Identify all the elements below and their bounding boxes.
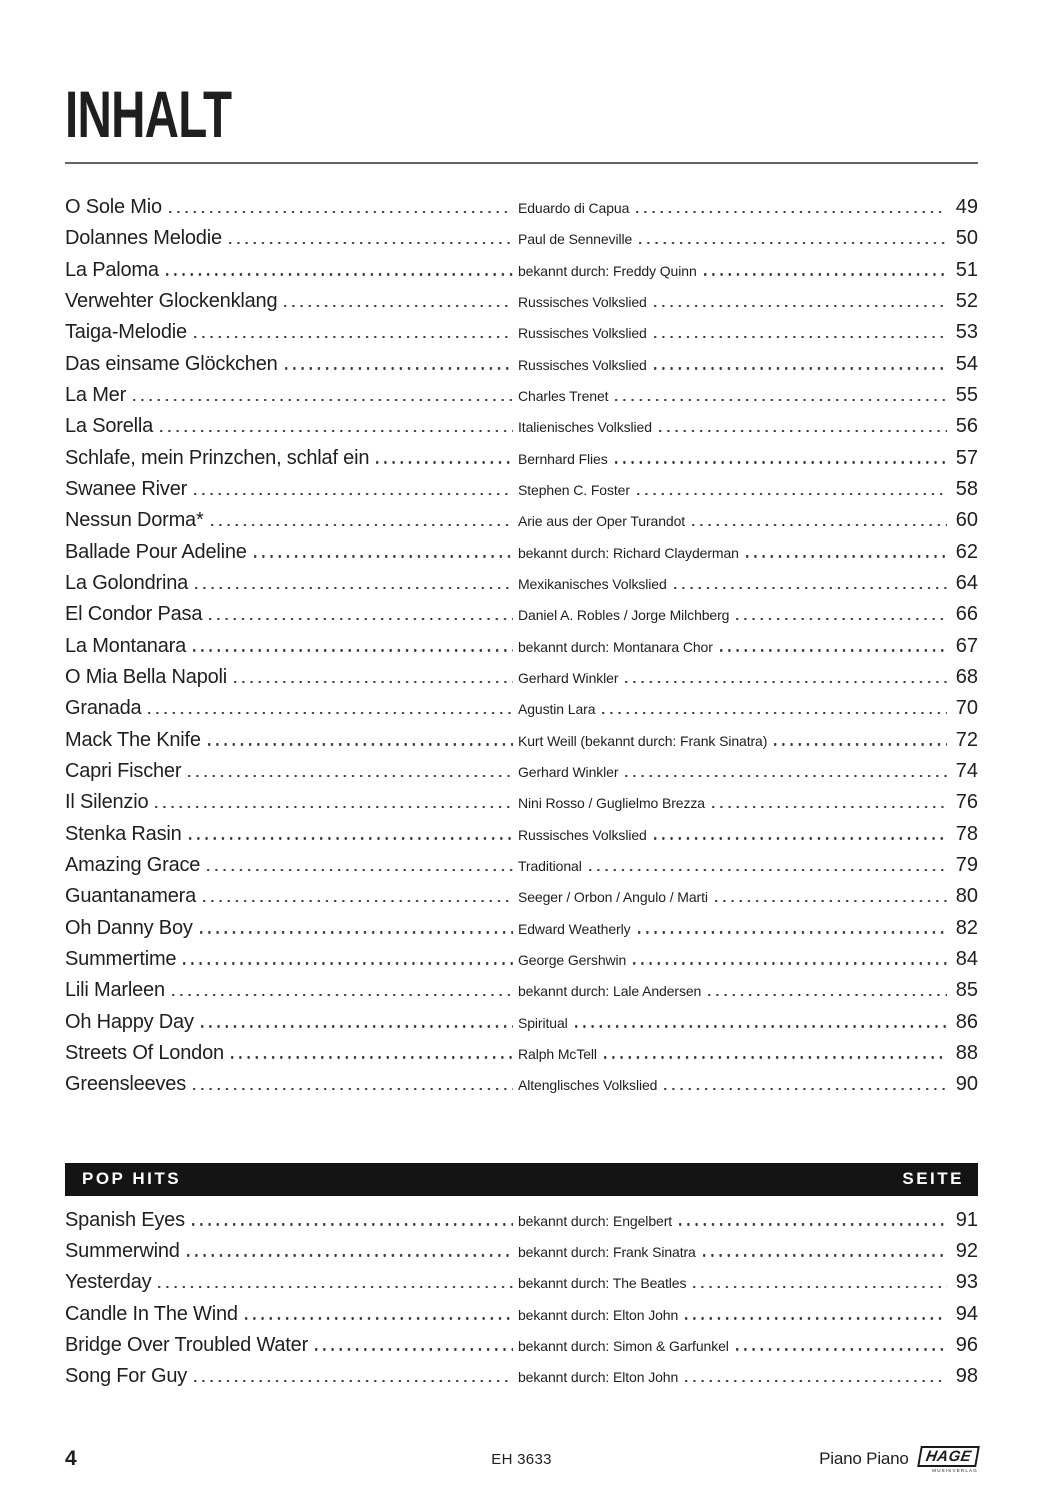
- dot-leader: [746, 555, 947, 557]
- dot-leader: [685, 1317, 947, 1319]
- song-title: Oh Danny Boy: [65, 916, 193, 939]
- dot-leader: [189, 837, 513, 839]
- dot-leader: [637, 493, 947, 495]
- song-credit: Altenglisches Volkslied: [518, 1077, 658, 1094]
- dot-leader: [148, 712, 513, 714]
- dot-leader: [376, 461, 513, 463]
- dot-leader: [211, 524, 513, 526]
- song-page-number: 78: [955, 822, 978, 845]
- song-title: Ballade Pour Adeline: [65, 540, 247, 563]
- toc-entry-left: [65, 819, 518, 849]
- toc-entry-left: [65, 411, 518, 441]
- page-footer: [65, 1444, 978, 1474]
- song-page-number: 49: [955, 196, 978, 218]
- dot-leader: [692, 524, 947, 526]
- toc-entry-left: [65, 1361, 518, 1391]
- title-rule: [65, 162, 978, 164]
- toc-entry-row: [65, 1205, 978, 1236]
- song-credit: Ralph McTell: [518, 1045, 597, 1062]
- dot-leader: [192, 1223, 513, 1225]
- dot-leader: [636, 211, 947, 213]
- pop-hits-section-bar: [65, 1163, 978, 1196]
- song-credit: bekannt durch: Frank Sinatra: [518, 1243, 696, 1260]
- toc-entry-row: [65, 725, 978, 756]
- toc-entry-row: [65, 913, 978, 944]
- song-title: La Sorella: [65, 415, 154, 438]
- dot-leader: [693, 1286, 947, 1288]
- toc-entry-row: [65, 568, 978, 599]
- main-song-list: [65, 192, 978, 1101]
- toc-entry-row: [65, 1267, 978, 1298]
- toc-entry-row: [65, 662, 978, 693]
- dot-leader: [604, 1056, 947, 1058]
- song-title: Dolannes Melodie: [65, 227, 222, 250]
- song-title: Guantanamera: [65, 885, 197, 908]
- dot-leader: [715, 900, 947, 902]
- song-title: Spanish Eyes: [65, 1208, 185, 1231]
- song-credit: Russisches Volkslied: [518, 826, 647, 843]
- song-title: Streets Of London: [65, 1041, 224, 1064]
- song-page-number: 58: [955, 477, 978, 500]
- toc-entry-row: [65, 349, 978, 380]
- toc-entry-left: [65, 756, 518, 786]
- song-credit: bekannt durch: Montanara Chor: [518, 638, 713, 655]
- dot-leader: [703, 1254, 947, 1256]
- dot-leader: [674, 587, 947, 589]
- toc-entry-left: [65, 1267, 518, 1297]
- song-title: Granada: [65, 697, 142, 720]
- song-page-number: 94: [955, 1302, 978, 1325]
- toc-entry-left: [65, 1299, 518, 1329]
- song-credit: bekannt durch: Freddy Quinn: [518, 262, 697, 279]
- song-credit: Daniel A. Robles / Jorge Milchberg: [518, 607, 730, 624]
- toc-entry-row: [65, 693, 978, 724]
- dot-leader: [193, 1088, 513, 1090]
- song-credit: bekannt durch: Richard Clayderman: [518, 544, 739, 561]
- song-title: Schlafe, mein Prinzchen, schlaf ein: [65, 446, 370, 469]
- hage-logo-text: HAGE: [924, 1447, 973, 1465]
- song-title: El Condor Pasa: [65, 603, 203, 626]
- song-title: Summertime: [65, 947, 177, 970]
- song-credit: Stephen C. Foster: [518, 481, 630, 498]
- toc-entry-left: [65, 192, 518, 222]
- dot-leader: [736, 618, 947, 620]
- dot-leader: [638, 931, 947, 933]
- song-credit: Kurt Weill (bekannt durch: Frank Sinatra): [518, 732, 768, 749]
- toc-entry-row: [65, 317, 978, 348]
- hage-logo-box: [917, 1446, 980, 1467]
- dot-leader: [284, 305, 513, 307]
- toc-entry-left: [65, 662, 518, 692]
- toc-entry-row: [65, 756, 978, 787]
- toc-entry-row: [65, 1330, 978, 1361]
- song-credit: Mexikanisches Volkslied: [518, 575, 667, 592]
- toc-entry-left: [65, 1330, 518, 1360]
- song-title: La Paloma: [65, 258, 159, 281]
- toc-entry-left: [65, 944, 518, 974]
- song-page-number: 91: [955, 1208, 978, 1231]
- dot-leader: [254, 555, 513, 557]
- dot-leader: [615, 461, 947, 463]
- song-page-number: 64: [955, 571, 978, 594]
- song-page-number: 52: [955, 289, 978, 312]
- song-page-number: 56: [955, 415, 978, 438]
- toc-entry-row: [65, 819, 978, 850]
- toc-entry-left: [65, 443, 518, 473]
- dot-leader: [158, 1286, 513, 1288]
- toc-entry-row: [65, 411, 978, 442]
- pop-hits-section-label: POP HITS: [82, 1169, 182, 1189]
- song-title: Swanee River: [65, 477, 188, 500]
- dot-leader: [736, 1348, 947, 1350]
- dot-leader: [166, 273, 513, 275]
- song-title: La Montanara: [65, 634, 187, 657]
- dot-leader: [207, 869, 513, 871]
- toc-entry-left: [65, 1069, 518, 1099]
- toc-entry-row: [65, 537, 978, 568]
- page-title: INHALT: [65, 77, 232, 151]
- dot-leader: [720, 649, 947, 651]
- song-credit: George Gershwin: [518, 951, 627, 968]
- hage-logo-subtext: MUSIKVERLAG: [932, 1467, 978, 1473]
- plate-number: EH 3633: [491, 1450, 552, 1468]
- dot-leader: [708, 994, 947, 996]
- song-page-number: 53: [955, 321, 978, 344]
- toc-entry-row: [65, 599, 978, 630]
- dot-leader: [654, 336, 947, 338]
- song-title: Lili Marleen: [65, 979, 165, 1002]
- dot-leader: [654, 305, 947, 307]
- song-title: O Sole Mio: [65, 196, 162, 218]
- toc-entry-row: [65, 944, 978, 975]
- song-page-number: 67: [955, 634, 978, 657]
- song-credit: Russisches Volkslied: [518, 325, 647, 342]
- dot-leader: [679, 1223, 947, 1225]
- dot-leader: [195, 587, 513, 589]
- dot-leader: [654, 367, 947, 369]
- page-column-label: SEITE: [902, 1169, 964, 1189]
- song-page-number: 90: [955, 1073, 978, 1096]
- song-page-number: 57: [955, 446, 978, 469]
- dot-leader: [193, 649, 513, 651]
- song-page-number: 66: [955, 603, 978, 626]
- toc-entry-row: [65, 1007, 978, 1038]
- toc-entry-row: [65, 1361, 978, 1392]
- song-credit: bekannt durch: Elton John: [518, 1369, 679, 1386]
- toc-entry-row: [65, 474, 978, 505]
- song-page-number: 60: [955, 509, 978, 532]
- dot-leader: [234, 681, 513, 683]
- toc-entry-left: [65, 1007, 518, 1037]
- dot-leader: [203, 900, 513, 902]
- song-title: Candle In The Wind: [65, 1302, 238, 1325]
- dot-leader: [200, 931, 513, 933]
- toc-entry-row: [65, 223, 978, 254]
- toc-entry-left: [65, 1038, 518, 1068]
- dot-leader: [575, 1025, 947, 1027]
- song-page-number: 72: [955, 728, 978, 751]
- song-title: La Mer: [65, 383, 127, 406]
- song-credit: bekannt durch: Engelbert: [518, 1212, 673, 1229]
- dot-leader: [194, 493, 513, 495]
- toc-entry-left: [65, 975, 518, 1005]
- dot-leader: [659, 430, 947, 432]
- song-title: Yesterday: [65, 1271, 152, 1294]
- song-credit: Paul de Senneville: [518, 231, 633, 248]
- song-page-number: 80: [955, 885, 978, 908]
- song-title: Bridge Over Troubled Water: [65, 1333, 309, 1356]
- toc-entry-row: [65, 505, 978, 536]
- song-title: Stenka Rasin: [65, 822, 182, 845]
- song-credit: Italienisches Volkslied: [518, 419, 652, 436]
- toc-entry-row: [65, 380, 978, 411]
- toc-entry-left: [65, 255, 518, 285]
- toc-entry-left: [65, 474, 518, 504]
- toc-entry-row: [65, 881, 978, 912]
- song-page-number: 84: [955, 947, 978, 970]
- song-credit: bekannt durch: Simon & Garfunkel: [518, 1337, 729, 1354]
- toc-entry-row: [65, 443, 978, 474]
- song-credit: bekannt durch: The Beatles: [518, 1275, 687, 1292]
- song-credit: bekannt durch: Elton John: [518, 1306, 679, 1323]
- dot-leader: [160, 430, 513, 432]
- dot-leader: [685, 1380, 947, 1382]
- song-page-number: 98: [955, 1365, 978, 1388]
- song-title: Song For Guy: [65, 1365, 188, 1388]
- toc-entry-left: [65, 881, 518, 911]
- song-page-number: 93: [955, 1271, 978, 1294]
- song-credit: Gerhard Winkler: [518, 763, 619, 780]
- dot-leader: [664, 1088, 947, 1090]
- song-credit: Eduardo di Capua: [518, 200, 630, 216]
- dot-leader: [285, 367, 513, 369]
- dot-leader: [625, 681, 947, 683]
- song-page-number: 88: [955, 1041, 978, 1064]
- toc-entry-left: [65, 1236, 518, 1266]
- song-title: Taiga-Melodie: [65, 321, 187, 344]
- toc-entry-left: [65, 568, 518, 598]
- toc-entry-row: [65, 1038, 978, 1069]
- song-page-number: 85: [955, 979, 978, 1002]
- toc-entry-left: [65, 913, 518, 943]
- dot-leader: [169, 211, 513, 213]
- song-credit: Arie aus der Oper Turandot: [518, 513, 686, 530]
- dot-leader: [194, 336, 513, 338]
- dot-leader: [625, 775, 947, 777]
- toc-entry-left: [65, 631, 518, 661]
- dot-leader: [229, 242, 513, 244]
- toc-entry-left: [65, 537, 518, 567]
- song-title: Das einsame Glöckchen: [65, 352, 278, 375]
- song-page-number: 96: [955, 1333, 978, 1356]
- song-credit: Russisches Volkslied: [518, 356, 647, 373]
- song-title: Nessun Dorma*: [65, 509, 204, 532]
- dot-leader: [155, 806, 513, 808]
- dot-leader: [209, 618, 513, 620]
- song-title: Verwehter Glockenklang: [65, 289, 278, 312]
- song-title: La Golondrina: [65, 571, 189, 594]
- toc-entry-row: [65, 631, 978, 662]
- song-title: O Mia Bella Napoli: [65, 665, 228, 688]
- song-credit: Edward Weatherly: [518, 920, 631, 937]
- dot-leader: [774, 743, 947, 745]
- song-credit: bekannt durch: Lale Andersen: [518, 983, 702, 1000]
- dot-leader: [187, 1254, 513, 1256]
- song-title: Greensleeves: [65, 1073, 186, 1096]
- dot-leader: [654, 837, 947, 839]
- dot-leader: [231, 1056, 513, 1058]
- song-title: Mack The Knife: [65, 728, 201, 751]
- toc-entry-left: [65, 286, 518, 316]
- song-page-number: 70: [955, 697, 978, 720]
- toc-entry-row: [65, 1236, 978, 1267]
- dot-leader: [183, 962, 513, 964]
- dot-leader: [133, 399, 513, 401]
- song-page-number: 79: [955, 853, 978, 876]
- dot-leader: [602, 712, 947, 714]
- song-credit: Russisches Volkslied: [518, 293, 647, 310]
- toc-entry-left: [65, 1205, 518, 1235]
- song-page-number: 62: [955, 540, 978, 563]
- toc-entry-row: [65, 787, 978, 818]
- song-title: Summerwind: [65, 1239, 180, 1262]
- song-page-number: 74: [955, 759, 978, 782]
- song-title: Amazing Grace: [65, 853, 201, 876]
- toc-entry-left: [65, 850, 518, 880]
- dot-leader: [615, 399, 947, 401]
- song-credit: Agustin Lara: [518, 701, 596, 718]
- dot-leader: [639, 242, 947, 244]
- toc-entry-row: [65, 192, 978, 223]
- song-page-number: 76: [955, 791, 978, 814]
- toc-entry-row: [65, 975, 978, 1006]
- song-page-number: 55: [955, 383, 978, 406]
- toc-entry-left: [65, 349, 518, 379]
- toc-entry-left: [65, 223, 518, 253]
- dot-leader: [201, 1025, 513, 1027]
- dot-leader: [633, 962, 947, 964]
- song-page-number: 54: [955, 352, 978, 375]
- publisher-logo: [919, 1446, 978, 1473]
- toc-entry-row: [65, 850, 978, 881]
- toc-entry-left: [65, 693, 518, 723]
- pop-hits-song-list: [65, 1205, 978, 1393]
- folio-page-number: 4: [65, 1447, 77, 1470]
- song-page-number: 68: [955, 665, 978, 688]
- toc-entry-left: [65, 380, 518, 410]
- song-page-number: 50: [955, 227, 978, 250]
- toc-entry-left: [65, 505, 518, 535]
- song-page-number: 92: [955, 1239, 978, 1262]
- toc-entry-left: [65, 599, 518, 629]
- song-credit: Spiritual: [518, 1014, 568, 1031]
- song-credit: Nini Rosso / Guglielmo Brezza: [518, 795, 705, 812]
- dot-leader: [245, 1317, 513, 1319]
- toc-entry-row: [65, 286, 978, 317]
- song-credit: Traditional: [518, 857, 582, 874]
- toc-entry-row: [65, 255, 978, 286]
- song-title: Oh Happy Day: [65, 1010, 194, 1033]
- dot-leader: [589, 869, 947, 871]
- toc-entry-left: [65, 787, 518, 817]
- toc-entry-left: [65, 725, 518, 755]
- dot-leader: [208, 743, 513, 745]
- dot-leader: [172, 994, 513, 996]
- dot-leader: [194, 1380, 513, 1382]
- toc-entry-row: [65, 1069, 978, 1100]
- toc-entry-row: [65, 1299, 978, 1330]
- dot-leader: [704, 273, 947, 275]
- toc-entry-left: [65, 317, 518, 347]
- song-page-number: 86: [955, 1010, 978, 1033]
- song-credit: Seeger / Orbon / Angulo / Marti: [518, 889, 708, 906]
- series-title: Piano Piano: [819, 1449, 909, 1468]
- song-page-number: 82: [955, 916, 978, 939]
- song-credit: Bernhard Flies: [518, 450, 608, 467]
- dot-leader: [315, 1348, 513, 1350]
- dot-leader: [188, 775, 513, 777]
- dot-leader: [712, 806, 947, 808]
- song-page-number: 51: [955, 258, 978, 281]
- song-title: Capri Fischer: [65, 759, 182, 782]
- song-credit: Charles Trenet: [518, 387, 609, 404]
- song-credit: Gerhard Winkler: [518, 669, 619, 686]
- song-title: Il Silenzio: [65, 791, 149, 814]
